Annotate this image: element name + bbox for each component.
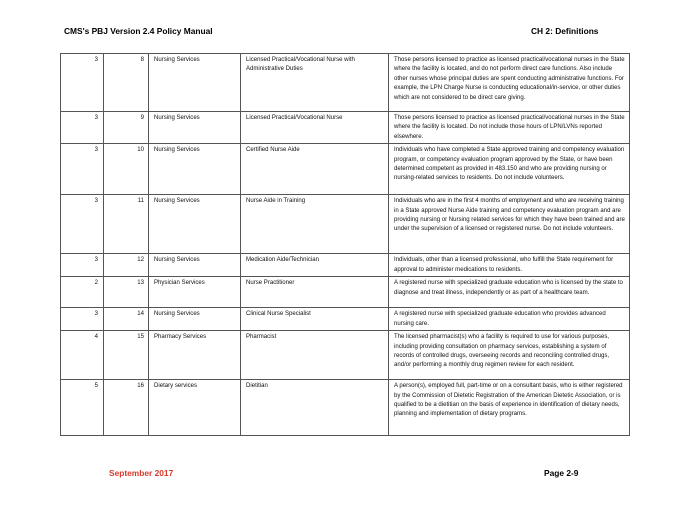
job-title-cell: Licensed Practical/Vocational Nurse with Administrative Duties — [241, 54, 389, 112]
chapter-title: CH 2: Definitions — [531, 26, 599, 36]
description-cell: Those persons licensed to practice as licensed practical/vocational nurses in the State where the facility is located. Do not include those hours of LPN/LVNs reported elsewhere. — [389, 112, 630, 144]
job-title-cell: Licensed Practical/Vocational Nurse — [241, 112, 389, 144]
category-cell: 2 — [61, 277, 104, 308]
category-cell: 5 — [61, 380, 104, 436]
code-cell: 15 — [104, 331, 149, 380]
category-cell: 3 — [61, 308, 104, 331]
manual-title: CMS's PBJ Version 2.4 Policy Manual — [64, 26, 213, 36]
code-cell: 12 — [104, 254, 149, 277]
description-cell: A registered nurse with specialized graduate education who provides advanced nursing care. — [389, 308, 630, 331]
job-title-cell: Medication Aide/Technician — [241, 254, 389, 277]
service-cell: Nursing Services — [149, 144, 241, 195]
description-cell: A registered nurse with specialized graduate education who is licensed by the state to diagnose and treat illness, independently or as part of a healthcare team. — [389, 277, 630, 308]
category-cell: 3 — [61, 254, 104, 277]
category-cell: 3 — [61, 54, 104, 112]
table-row — [61, 380, 630, 436]
service-cell: Pharmacy Services — [149, 331, 241, 380]
page-number: Page 2-9 — [544, 468, 579, 478]
service-cell: Dietary services — [149, 380, 241, 436]
service-cell: Nursing Services — [149, 254, 241, 277]
job-title-cell: Dietitian — [241, 380, 389, 436]
table-row — [61, 144, 630, 195]
code-cell: 13 — [104, 277, 149, 308]
service-cell: Physician Services — [149, 277, 241, 308]
table-row — [61, 254, 630, 277]
category-cell: 3 — [61, 112, 104, 144]
table-row — [61, 195, 630, 254]
service-cell: Nursing Services — [149, 112, 241, 144]
table-row — [61, 54, 630, 112]
definitions-table — [60, 53, 630, 436]
job-title-cell: Nurse Aide in Training — [241, 195, 389, 254]
table-row — [61, 277, 630, 308]
description-cell: Individuals, other than a licensed professional, who fulfill the State requirement for approval to administer medications to residents. — [389, 254, 630, 277]
job-title-cell: Certified Nurse Aide — [241, 144, 389, 195]
category-cell: 3 — [61, 144, 104, 195]
service-cell: Nursing Services — [149, 195, 241, 254]
job-title-cell: Pharmacist — [241, 331, 389, 380]
table-row — [61, 112, 630, 144]
job-title-cell: Nurse Practitioner — [241, 277, 389, 308]
description-cell: Those persons licensed to practice as licensed practical/vocational nurses in the State where the facility is located, and do not perform direct care functions. Also include other nurses whose principal duties are spent conducting administrative functions. For example, the LPN Charge Nurse is conducting educational/in-service, or other duties which are not considered to be direct care giving. — [389, 54, 630, 112]
service-cell: Nursing Services — [149, 54, 241, 112]
description-cell: Individuals who have completed a State approved training and competency evaluation program, or competency evaluation program approved by the State, or have been determined competent as provided in 483.150 and who are providing nursing or nursing-related services to residents. Do not include volunteers. — [389, 144, 630, 195]
category-cell: 4 — [61, 331, 104, 380]
service-cell: Nursing Services — [149, 308, 241, 331]
code-cell: 14 — [104, 308, 149, 331]
description-cell: A person(s), employed full, part-time or on a consultant basis, who is either registered by the Commission of Dietetic Registration of the American Dietetic Association, or is qualified to be a dietitian on the basis of experience in identification of dietary needs, planning and implementation of dietary programs. — [389, 380, 630, 436]
table-row — [61, 331, 630, 380]
table-row — [61, 308, 630, 331]
category-cell: 3 — [61, 195, 104, 254]
description-cell: The licensed pharmacist(s) who a facility is required to use for various purposes, including providing consultation on pharmacy services, establishing a system of records of controlled drugs, overseeing records and reconciling controlled drugs, and/or performing a monthly drug regimen review for each resident. — [389, 331, 630, 380]
code-cell: 9 — [104, 112, 149, 144]
code-cell: 8 — [104, 54, 149, 112]
job-title-cell: Clinical Nurse Specialist — [241, 308, 389, 331]
description-cell: Individuals who are in the first 4 months of employment and who are receiving training in a State approved Nurse Aide training and competency evaluation program and are providing nursing or Nursing related services for which they have been trained and are under the supervision of a licensed or registered nurse. Do not include volunteers. — [389, 195, 630, 254]
code-cell: 10 — [104, 144, 149, 195]
code-cell: 11 — [104, 195, 149, 254]
code-cell: 16 — [104, 380, 149, 436]
footer-date: September 2017 — [109, 468, 174, 478]
